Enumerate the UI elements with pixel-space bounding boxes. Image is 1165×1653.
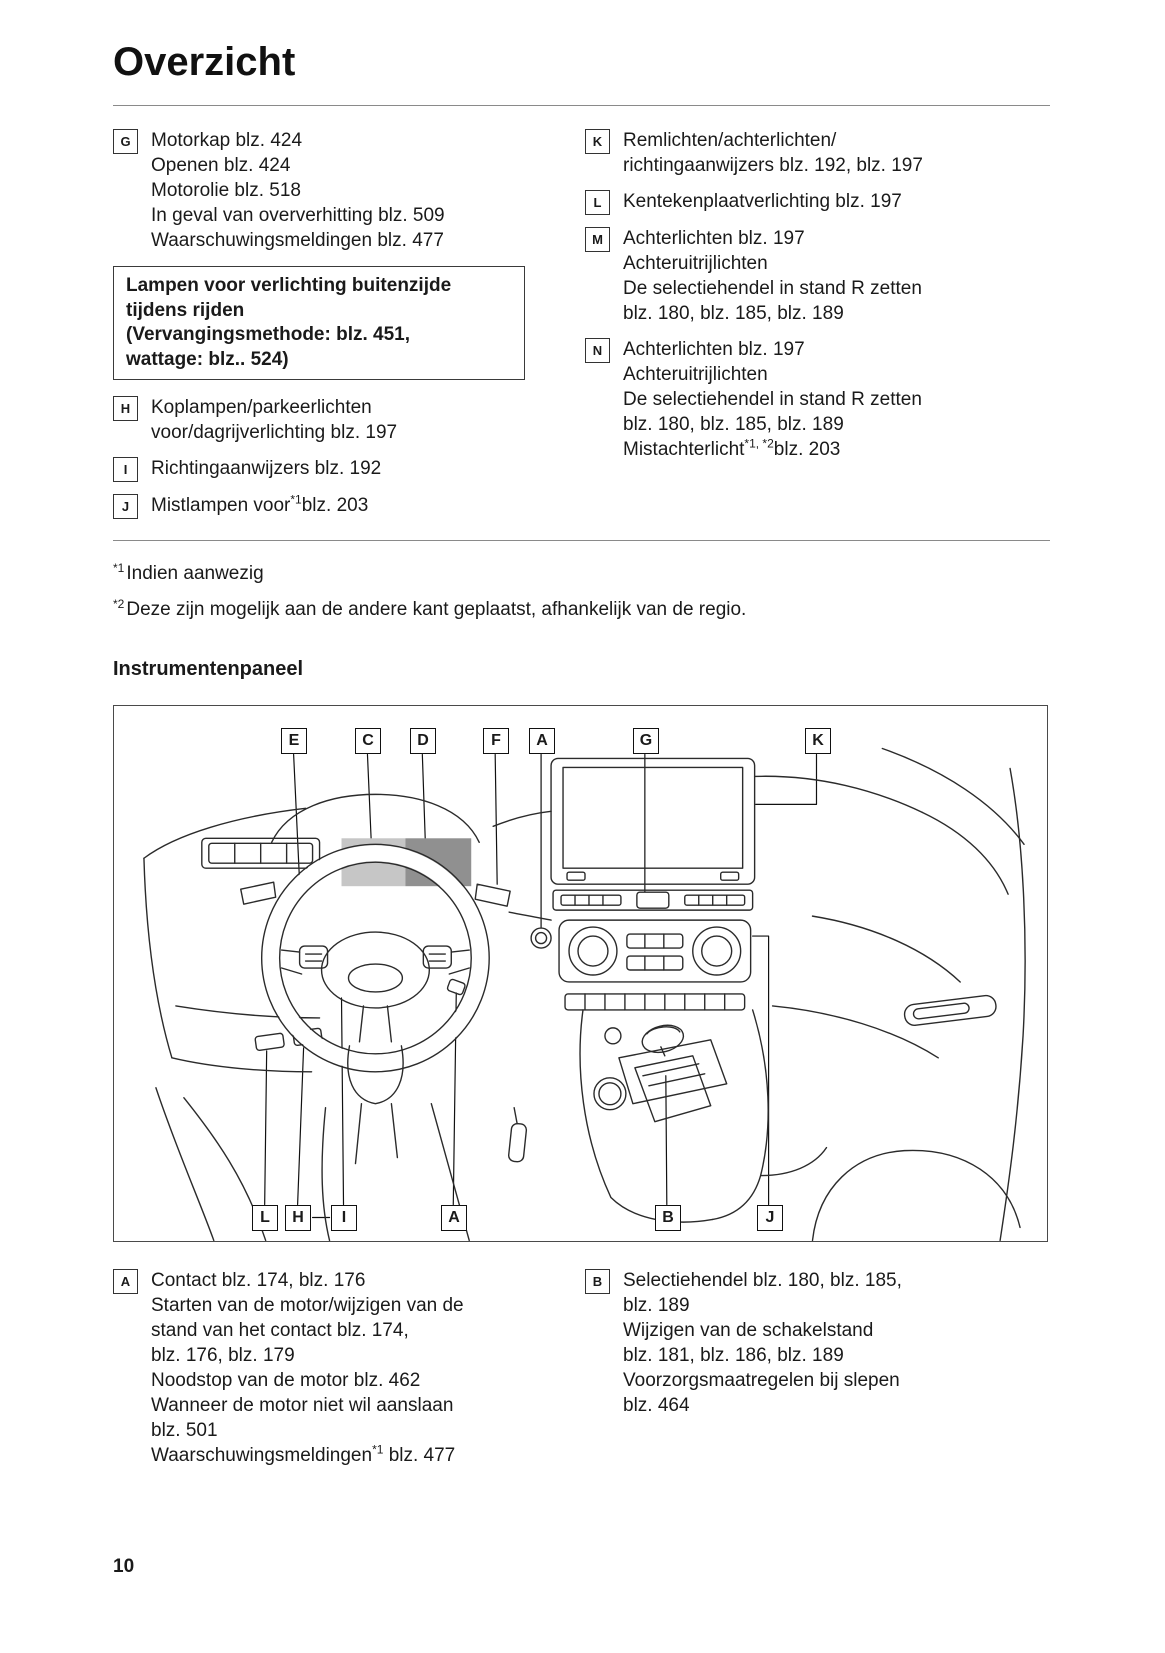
climate-knob-left	[569, 927, 617, 975]
lower-left-switch-1	[255, 1033, 285, 1051]
text-line: blz. 501	[151, 1420, 218, 1441]
list-item-M	[585, 226, 1050, 326]
lights-list-right-column	[585, 128, 1050, 530]
text-line: Voorzorgsmaatregelen bij slepen	[623, 1370, 900, 1391]
text-line: Achterlichten blz. 197	[623, 339, 805, 360]
text-line: blz. 180, blz. 185, blz. 189	[623, 414, 844, 435]
list-item-H	[113, 395, 561, 445]
text-line: Achteruitrijlichten	[623, 253, 768, 274]
text-line: stand van het contact blz. 174,	[151, 1320, 409, 1341]
diagram-callout-D: D	[410, 728, 436, 754]
divider-top	[113, 105, 1050, 106]
list-item-A	[113, 1268, 561, 1468]
diagram-callout-F: F	[483, 728, 509, 754]
list-item-body	[151, 456, 381, 482]
text-line: Motorkap blz. 424	[151, 130, 303, 151]
key-label-J: J	[113, 494, 138, 519]
list-item-N	[585, 337, 1050, 462]
text-line: Motorolie blz. 518	[151, 180, 301, 201]
list-item-body	[623, 1268, 902, 1418]
page-number: 10	[113, 1556, 135, 1577]
callout-leader-lines	[265, 754, 817, 1217]
text-line: blz. 464	[623, 1395, 690, 1416]
list-item-L	[585, 189, 1050, 215]
key-label-H: H	[113, 396, 138, 421]
section-heading: Instrumentenpaneel	[113, 658, 304, 680]
text-line: Koplampen/parkeerlichten	[151, 397, 372, 418]
ignition-area	[447, 979, 466, 996]
diagram-callout-A: A	[529, 728, 555, 754]
list-item-body	[623, 189, 902, 215]
text-line: richtingaanwijzers blz. 192, blz. 197	[623, 155, 923, 176]
footnote-2-marker: *2	[113, 596, 125, 611]
center-console	[580, 1010, 713, 1222]
diagram-callout-B: B	[655, 1205, 681, 1231]
key-label-A: A	[113, 1269, 138, 1294]
key-label-M: M	[585, 227, 610, 252]
instrument-panel-diagram	[113, 705, 1048, 1242]
left-stalk	[241, 882, 276, 904]
steering-wheel-hub	[322, 932, 430, 1008]
instrument-cluster-hood	[272, 794, 480, 842]
footnote-2	[113, 597, 1050, 622]
list-item-body	[623, 128, 923, 178]
list-item-body	[151, 128, 445, 253]
shift-boot	[635, 1056, 711, 1122]
text-line: Kentekenplaatverlichting blz. 197	[623, 191, 902, 212]
door-handle	[903, 994, 997, 1026]
key-label-N: N	[585, 338, 610, 363]
key-label-G: G	[113, 129, 138, 154]
climate-knob-right	[693, 927, 741, 975]
text-line: blz. 176, blz. 179	[151, 1345, 295, 1366]
text-line: blz. 181, blz. 186, blz. 189	[623, 1345, 844, 1366]
multimedia-screen-bezel	[551, 758, 755, 884]
accelerator-pedal	[508, 1123, 527, 1162]
diagram-callout-C: C	[355, 728, 381, 754]
text-line: Contact blz. 174, blz. 176	[151, 1270, 366, 1291]
list-item-K	[585, 128, 1050, 178]
controls-list	[113, 1268, 1050, 1479]
center-vent-strip	[553, 890, 753, 910]
footnote-1-text: Indien aanwezig	[126, 563, 264, 584]
key-label-B: B	[585, 1269, 610, 1294]
text-line: Achterlichten blz. 197	[623, 228, 805, 249]
list-item-body	[623, 226, 922, 326]
list-item-G	[113, 128, 561, 253]
key-label-L: L	[585, 190, 610, 215]
text-line: In geval van oververhitting blz. 509	[151, 205, 445, 226]
text-line: Wanneer de motor niet wil aanslaan	[151, 1395, 454, 1416]
key-label-K: K	[585, 129, 610, 154]
text-line: Mistachterlicht$^{*1, *2}$blz. 203	[623, 436, 841, 460]
highlight-note-box	[113, 266, 525, 380]
text-line: (Vervangingsmethode: blz. 451,	[126, 324, 411, 345]
diagram-callout-G: G	[633, 728, 659, 754]
page-title: Overzicht	[113, 40, 296, 84]
text-line: Openen blz. 424	[151, 155, 291, 176]
footnotes	[113, 561, 1050, 622]
hazard-button	[637, 892, 669, 908]
diagram-callout-I: I	[331, 1205, 357, 1231]
text-line: Achteruitrijlichten	[623, 364, 768, 385]
list-item-body	[623, 337, 922, 462]
divider-middle	[113, 540, 1050, 541]
text-line: Wijzigen van de schakelstand	[623, 1320, 874, 1341]
climate-control-panel	[559, 920, 751, 982]
text-line: blz. 180, blz. 185, blz. 189	[623, 303, 844, 324]
diagram-callout-H: H	[285, 1205, 311, 1231]
key-label-I: I	[113, 457, 138, 482]
seat-outline	[813, 1150, 1021, 1240]
engine-start-button	[531, 928, 551, 948]
controls-list-left-column	[113, 1268, 561, 1479]
diagram-callout-K: K	[805, 728, 831, 754]
footnote-1	[113, 561, 1050, 586]
diagram-callout-E: E	[281, 728, 307, 754]
list-item-I	[113, 456, 561, 482]
list-item-body	[151, 395, 397, 445]
diagram-callout-L: L	[252, 1205, 278, 1231]
footnote-1-marker: *1	[113, 560, 125, 575]
text-line: Mistlampen voor$^{*1}$blz. 203	[151, 492, 369, 516]
list-item-body	[151, 1268, 464, 1468]
text-line: voor/dagrijverlichting blz. 197	[151, 422, 398, 443]
text-line: Starten van de motor/wijzigen van de	[151, 1295, 464, 1316]
dashboard-illustration	[114, 706, 1047, 1241]
footnote-2-text: Deze zijn mogelijk aan de andere kant geplaatst, afhankelijk van de regio.	[126, 599, 747, 620]
diagram-callout-J: J	[757, 1205, 783, 1231]
text-line: wattage: blz.. 524)	[126, 348, 289, 370]
right-stalk	[475, 884, 510, 906]
text-line: Lampen voor verlichting buitenzijde	[126, 275, 452, 296]
text-line: Richtingaanwijzers blz. 192	[151, 458, 382, 479]
text-line: Selectiehendel blz. 180, blz. 185,	[623, 1270, 902, 1291]
controls-list-right-column	[585, 1268, 1050, 1479]
multimedia-screen	[563, 767, 743, 868]
list-item-J	[113, 493, 561, 519]
text-line: Remlichten/achterlichten/	[623, 130, 837, 151]
list-item-B	[585, 1268, 1050, 1418]
list-item-body	[151, 493, 368, 519]
text-line: Waarschuwingsmeldingen blz. 477	[151, 230, 444, 251]
text-line: blz. 189	[623, 1295, 690, 1316]
text-line: Waarschuwingsmeldingen$^{*1}$ blz. 477	[151, 1442, 456, 1466]
text-line: Noodstop van de motor blz. 462	[151, 1370, 421, 1391]
exterior-lights-list	[113, 128, 1050, 530]
text-line: De selectiehendel in stand R zetten	[623, 389, 922, 410]
diagram-callout-A: A	[441, 1205, 467, 1231]
text-line: tijdens rijden	[126, 299, 245, 321]
lights-list-left-column	[113, 128, 561, 530]
text-line: De selectiehendel in stand R zetten	[623, 278, 922, 299]
